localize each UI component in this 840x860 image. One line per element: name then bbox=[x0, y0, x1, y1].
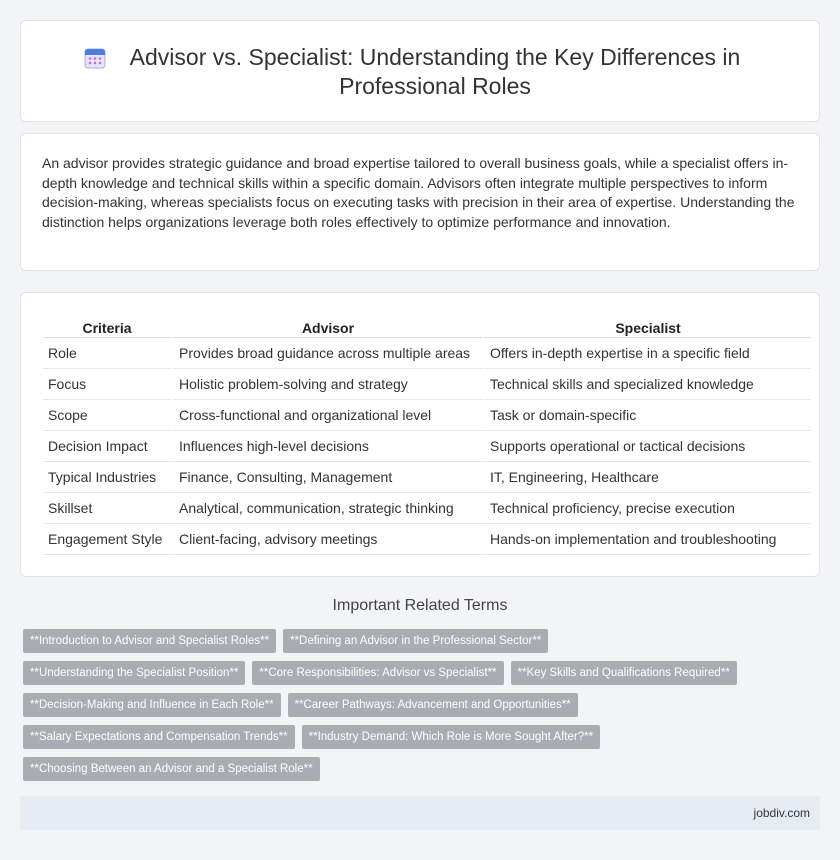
table-cell-specialist: Hands-on implementation and troubleshooting bbox=[482, 524, 811, 555]
table-cell-advisor: Finance, Consulting, Management bbox=[171, 462, 482, 493]
related-term-tag[interactable]: **Core Responsibilities: Advisor vs Specialist** bbox=[252, 661, 503, 685]
table-cell-specialist: Supports operational or tactical decisions bbox=[482, 431, 811, 462]
table-row bbox=[43, 462, 811, 493]
tag-row bbox=[23, 661, 813, 685]
table-cell-criteria: Focus bbox=[43, 369, 171, 400]
related-terms-title: Important Related Terms bbox=[332, 597, 508, 614]
related-term-tag[interactable]: **Key Skills and Qualifications Required** bbox=[511, 661, 737, 685]
table-cell-advisor: Provides broad guidance across multiple areas bbox=[171, 338, 482, 369]
table-cell-criteria: Scope bbox=[43, 400, 171, 431]
table-cell-specialist: IT, Engineering, Healthcare bbox=[482, 462, 811, 493]
table-cell-advisor: Client-facing, advisory meetings bbox=[171, 524, 482, 555]
comparison-table-card bbox=[20, 292, 820, 577]
table-header-row bbox=[43, 314, 811, 338]
footer-bar bbox=[20, 796, 820, 830]
table-cell-criteria: Decision Impact bbox=[43, 431, 171, 462]
tag-row bbox=[23, 693, 813, 717]
related-term-tag[interactable]: **Industry Demand: Which Role is More Sought After?** bbox=[302, 725, 600, 749]
table-cell-advisor: Influences high-level decisions bbox=[171, 431, 482, 462]
related-term-tag[interactable]: **Defining an Advisor in the Professional Sector** bbox=[283, 629, 548, 653]
related-term-tag[interactable]: **Introduction to Advisor and Specialist Roles** bbox=[23, 629, 276, 653]
tag-row bbox=[23, 757, 813, 781]
table-row bbox=[43, 369, 811, 400]
comparison-table bbox=[43, 314, 811, 555]
related-term-tag[interactable]: **Salary Expectations and Compensation Trends** bbox=[23, 725, 295, 749]
table-row bbox=[43, 431, 811, 462]
table-cell-specialist: Task or domain-specific bbox=[482, 400, 811, 431]
table-cell-advisor: Cross-functional and organizational level bbox=[171, 400, 482, 431]
table-row bbox=[43, 338, 811, 369]
table-cell-specialist: Offers in-depth expertise in a specific field bbox=[482, 338, 811, 369]
tag-row bbox=[23, 725, 813, 749]
table-row bbox=[43, 524, 811, 555]
table-cell-advisor: Holistic problem-solving and strategy bbox=[171, 369, 482, 400]
intro-card bbox=[20, 133, 820, 271]
footer-site-link[interactable]: jobdiv.com bbox=[753, 806, 810, 820]
header-criteria: Criteria bbox=[43, 314, 171, 338]
related-term-tag[interactable]: **Decision-Making and Influence in Each Role** bbox=[23, 693, 281, 717]
table-row bbox=[43, 400, 811, 431]
related-term-tag[interactable]: **Career Pathways: Advancement and Opportunities** bbox=[288, 693, 578, 717]
header-specialist: Specialist bbox=[482, 314, 811, 338]
table-cell-criteria: Skillset bbox=[43, 493, 171, 524]
table-cell-criteria: Role bbox=[43, 338, 171, 369]
related-term-tag[interactable]: **Understanding the Specialist Position** bbox=[23, 661, 245, 685]
related-term-tag[interactable]: **Choosing Between an Advisor and a Specialist Role** bbox=[23, 757, 320, 781]
related-terms-list bbox=[23, 629, 813, 789]
title-card bbox=[20, 20, 820, 122]
page-title: Advisor vs. Specialist: Understanding the Key Differences in Professional Roles bbox=[129, 44, 741, 99]
table-cell-advisor: Analytical, communication, strategic thinking bbox=[171, 493, 482, 524]
table-row bbox=[43, 493, 811, 524]
table-cell-criteria: Engagement Style bbox=[43, 524, 171, 555]
table-cell-criteria: Typical Industries bbox=[43, 462, 171, 493]
tag-row bbox=[23, 629, 813, 653]
header-advisor: Advisor bbox=[171, 314, 482, 338]
table-cell-specialist: Technical skills and specialized knowledge bbox=[482, 369, 811, 400]
intro-paragraph: An advisor provides strategic guidance and broad expertise tailored to overall business goals, while a specialist offers in-depth knowledge and technical skills within a specific domain. Advisors often integrate multiple perspectives to inform decision-making, whereas specialists focus on executing tasks with precision in their area of expertise. Understanding the distinction helps organizations leverage both roles effectively to optimize performance and innovation. bbox=[42, 155, 795, 230]
table-cell-specialist: Technical proficiency, precise execution bbox=[482, 493, 811, 524]
